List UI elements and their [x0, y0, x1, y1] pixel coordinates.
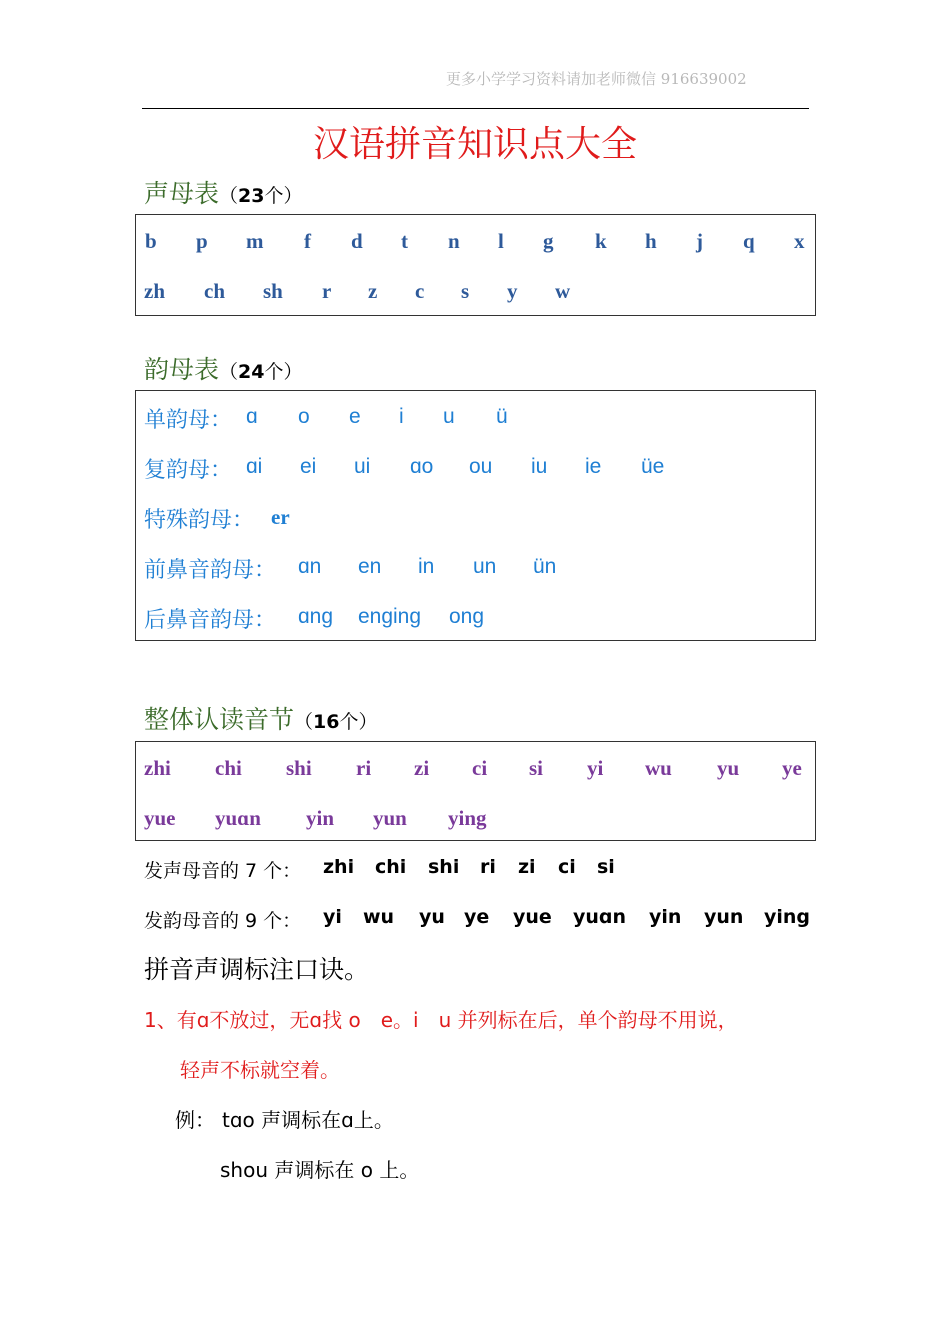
initial-sound-syllable: zhi [323, 856, 355, 878]
whole-syllable: chi [215, 756, 242, 780]
whole-syllable: yi [587, 756, 604, 780]
whole-syllable: yuɑn [215, 806, 261, 830]
initial-letter: z [368, 279, 378, 303]
final-sounds-label: 发韵母音的 9 个： [144, 910, 302, 932]
initial-sounds-label: 发声母音的 7 个： [144, 860, 302, 882]
final-sound-syllable: wu [363, 906, 395, 928]
initials-heading: 声母表（23个） [144, 179, 303, 208]
whole-syllable: wu [645, 756, 672, 780]
initial-letter: ch [204, 279, 225, 303]
initial-letter: w [555, 279, 571, 303]
compound-final: ei [300, 455, 317, 478]
whole-syllable: ci [472, 756, 488, 780]
initial-letter: f [304, 229, 311, 253]
initial-letter: y [507, 279, 518, 303]
initial-letter: m [246, 229, 264, 253]
whole-syllable: ri [356, 756, 372, 780]
whole-syllable: ying [448, 806, 487, 830]
initial-letter: c [415, 279, 425, 303]
initial-sound-syllable: zi [518, 856, 536, 878]
initial-letter: zh [144, 279, 165, 303]
example-2: shou 声调标在 o 上。 [220, 1158, 420, 1182]
finals-heading: 韵母表（24个） [144, 355, 303, 384]
tone-rule-line-1: 1、有ɑ不放过，无ɑ找 o e。i u 并列标在后，单个韵母不用说， [144, 1008, 738, 1032]
tone-heading: 拼音声调标注口诀。 [144, 955, 370, 984]
header-divider [142, 108, 809, 109]
compound-final: ou [469, 455, 493, 478]
final-sound-syllable: yun [704, 906, 744, 928]
initial-sounds-line [144, 856, 824, 882]
syllables-heading: 整体认读音节（16个） [144, 705, 378, 734]
whole-syllable: zhi [144, 756, 171, 780]
compound-final: ɑo [410, 455, 434, 478]
header-note: 更多小学学习资料请加老师微信 916639002 [446, 70, 747, 88]
initial-sound-syllable: si [597, 856, 615, 878]
compound-final: iu [531, 455, 548, 478]
whole-syllable: yue [144, 806, 176, 830]
simple-final: e [349, 405, 361, 428]
initial-letter: r [322, 279, 332, 303]
front-nasal-final: un [473, 555, 497, 578]
front-nasal-label: 前鼻音韵母： [144, 558, 277, 583]
front-nasal-final: in [418, 555, 435, 578]
special-final: er [271, 505, 290, 529]
compound-final: ui [354, 455, 371, 478]
final-sounds-line [144, 906, 824, 932]
front-nasal-final: ün [533, 555, 557, 578]
initial-letter: d [351, 229, 363, 253]
initial-letter: p [196, 229, 208, 253]
initial-sound-syllable: ri [480, 856, 496, 878]
final-sound-syllable: yuɑn [573, 906, 627, 928]
simple-final: ü [496, 405, 508, 428]
whole-syllable: zi [414, 756, 430, 780]
whole-syllable: ye [782, 756, 802, 780]
final-sound-syllable: ying [764, 906, 811, 928]
back-nasal-final: eng [358, 605, 394, 628]
final-sound-syllable: yin [649, 906, 682, 928]
final-sound-syllable: yu [419, 906, 445, 928]
syllables-table [135, 741, 816, 841]
simple-final: o [298, 405, 310, 428]
whole-syllable: si [529, 756, 544, 780]
whole-syllable: yin [306, 806, 335, 830]
whole-syllable: shi [286, 756, 312, 780]
compound-final: ie [585, 455, 602, 478]
example-label: 例： [175, 1108, 215, 1132]
initial-letter: t [401, 229, 408, 253]
initial-letter: x [794, 229, 805, 253]
initials-table [135, 214, 816, 316]
initial-letter: l [498, 229, 504, 253]
compound-final: ɑi [246, 455, 263, 478]
compound-final: üe [641, 455, 665, 478]
front-nasal-final: en [358, 555, 382, 578]
simple-finals-label: 单韵母： [144, 408, 233, 433]
page-title: 汉语拼音知识点大全 [312, 124, 637, 165]
example-1: tɑo 声调标在ɑ上。 [222, 1108, 394, 1132]
initial-letter: h [645, 229, 657, 253]
simple-final: i [399, 405, 404, 428]
front-nasal-final: ɑn [298, 555, 322, 578]
compound-finals-label: 复韵母： [144, 458, 233, 483]
back-nasal-final: ɑng [298, 605, 334, 628]
initial-letter: j [696, 229, 703, 253]
final-sound-syllable: yue [513, 906, 552, 928]
initial-sound-syllable: shi [428, 856, 460, 878]
finals-table [135, 390, 816, 641]
initial-letter: n [448, 229, 460, 253]
simple-final: ɑ [246, 405, 258, 428]
simple-final: u [443, 405, 455, 428]
whole-syllable: yun [373, 806, 407, 830]
final-sound-syllable: yi [323, 906, 342, 928]
initial-sound-syllable: ci [558, 856, 576, 878]
back-nasal-final: ing [393, 605, 422, 628]
initial-letter: g [543, 229, 554, 253]
initial-letter: b [145, 229, 157, 253]
back-nasal-label: 后鼻音韵母： [144, 608, 277, 633]
initial-letter: q [743, 229, 755, 253]
tone-rule-line-2: 轻声不标就空着。 [180, 1058, 340, 1082]
whole-syllable: yu [717, 756, 740, 780]
back-nasal-final: ong [449, 605, 485, 628]
initial-letter: k [595, 229, 607, 253]
initial-letter: sh [263, 279, 283, 303]
initial-letter: s [461, 279, 470, 303]
final-sound-syllable: ye [464, 906, 490, 928]
initial-sound-syllable: chi [375, 856, 407, 878]
special-finals-label: 特殊韵母： [144, 508, 255, 533]
